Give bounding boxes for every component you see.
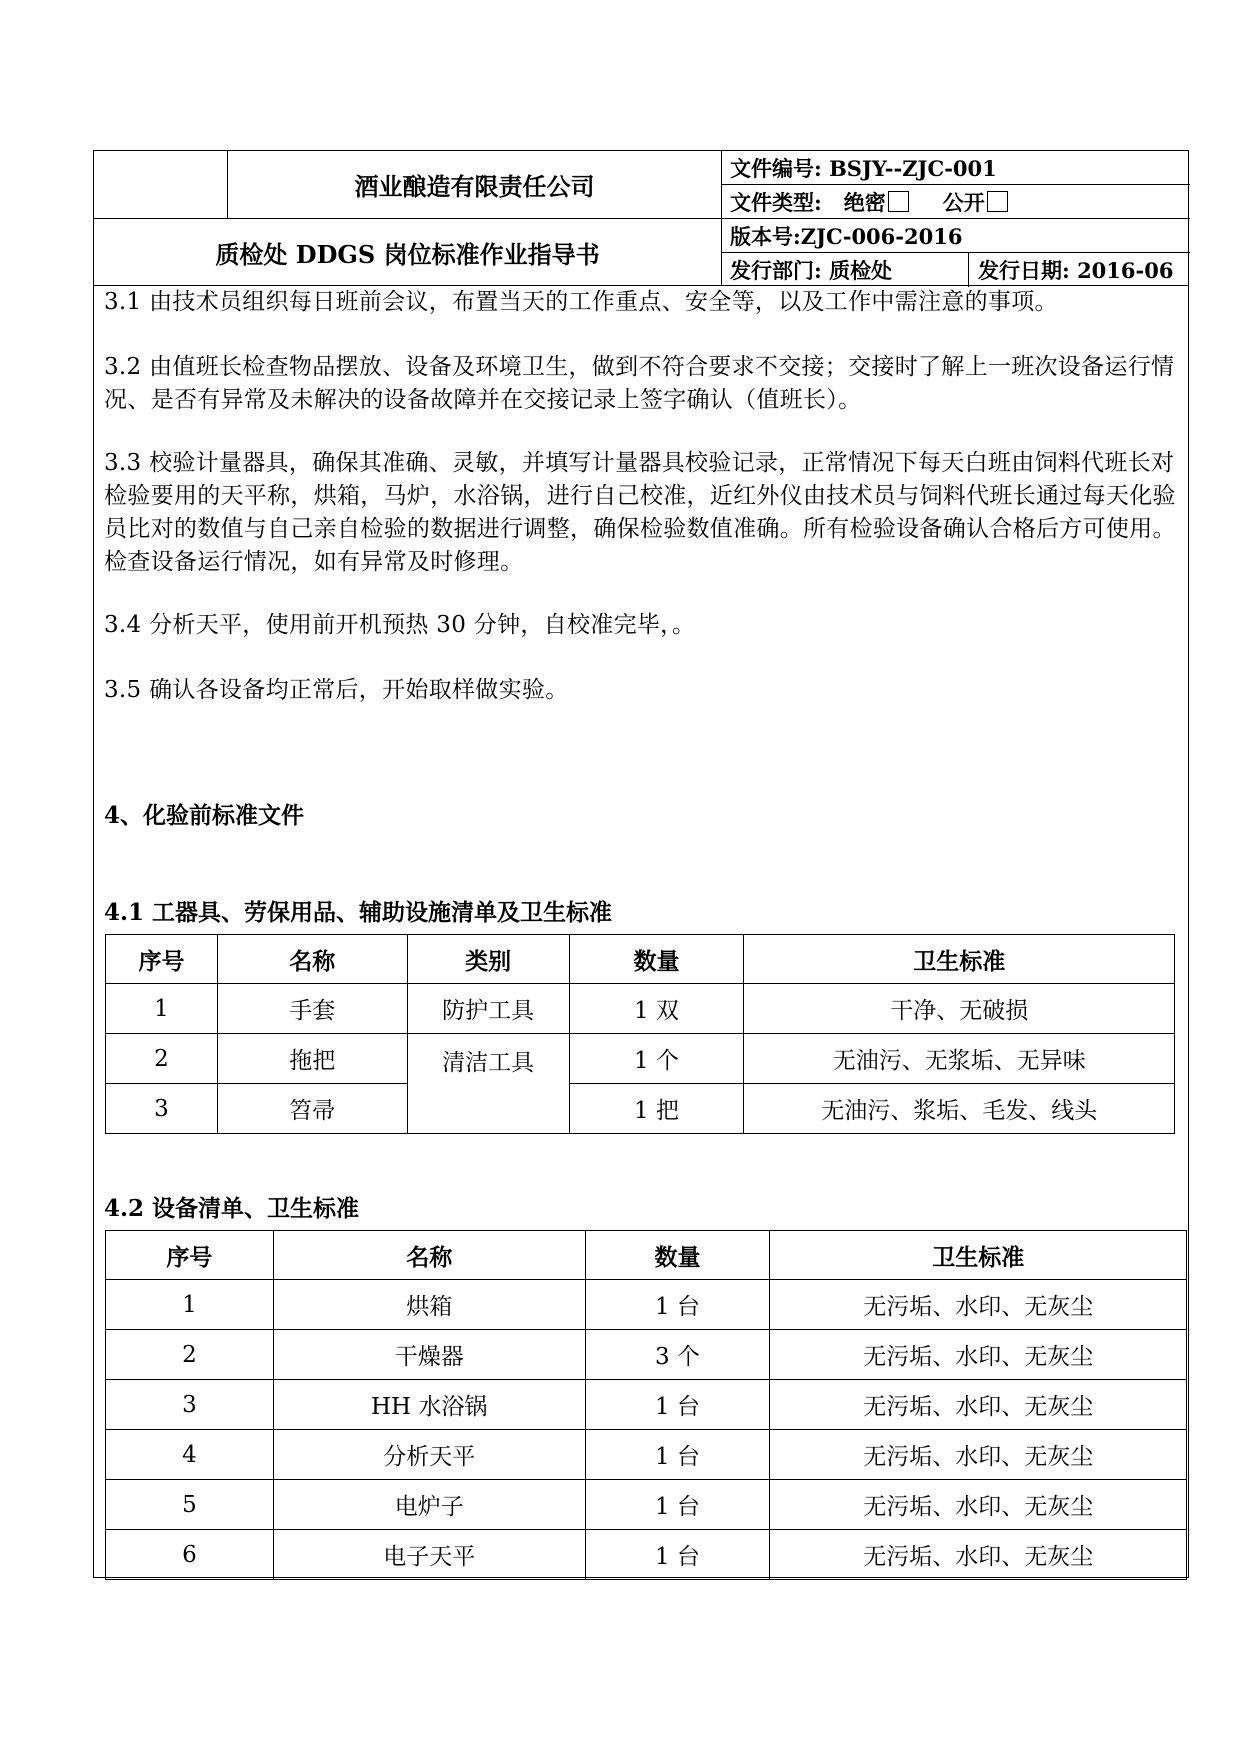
table-cell: 拖把 [217,1034,407,1084]
table-cell: 1 个 [569,1034,744,1084]
table-row [106,1430,1187,1480]
table-row [106,1280,1187,1330]
tools-table [105,934,1175,1134]
table-cell: 干净、无破损 [744,984,1175,1034]
column-header: 数量 [569,935,744,984]
table-cell: 手套 [217,984,407,1034]
secret-label: 绝密 [843,189,886,215]
document-type-label: 文件类型: [730,189,822,215]
table-cell: 无污垢、水印、无灰尘 [770,1380,1187,1430]
table-cell: 1 [106,984,218,1034]
table-cell: 6 [106,1530,274,1580]
table-cell-merged: 清洁工具 [407,1034,569,1134]
section-4-title: 4、化验前标准文件 [104,802,305,829]
column-header: 名称 [273,1231,585,1280]
table-cell: 分析天平 [273,1430,585,1480]
equipment-table [105,1230,1187,1580]
column-header: 类别 [407,935,569,984]
table-cell: 1 双 [569,984,744,1034]
table-cell: 无油污、无浆垢、无异味 [744,1034,1175,1084]
table-cell: 无污垢、水印、无灰尘 [770,1280,1187,1330]
table-cell: 1 [106,1280,274,1330]
paragraph-3-1: 3.1 由技术员组织每日班前会议，布置当天的工作重点、安全等，以及工作中需注意的事项。 [104,289,1058,315]
public-label: 公开 [942,189,985,215]
table-cell: 2 [106,1330,274,1380]
paragraph-3-4: 3.4 分析天平，使用前开机预热 30 分钟，自校准完毕，。 [104,612,696,638]
company-name: 酒业酿造有限责任公司 [354,172,595,201]
table-cell: 烘箱 [273,1280,585,1330]
table-cell: 无污垢、水印、无灰尘 [770,1330,1187,1380]
table-cell: 防护工具 [407,984,569,1034]
table-cell: 电子天平 [273,1530,585,1580]
table-cell: 3 [106,1380,274,1430]
document-number: 文件编号: BSJY--ZJC-001 [730,155,997,181]
table-row [106,1330,1187,1380]
table-cell: 3 [106,1084,218,1134]
table-row [106,984,1175,1034]
table-cell: 无油污、浆垢、毛发、线头 [744,1084,1175,1134]
table-cell: 1 台 [585,1480,770,1530]
column-header: 序号 [106,1231,274,1280]
table-cell: 1 台 [585,1430,770,1480]
issue-date: 发行日期: 2016-06 [978,257,1174,283]
table-row [106,1380,1187,1430]
table-cell: 无污垢、水印、无灰尘 [770,1480,1187,1530]
table-cell: 无污垢、水印、无灰尘 [770,1430,1187,1480]
table-cell: 电炉子 [273,1480,585,1530]
section-4-2-title: 4.2 设备清单、卫生标准 [104,1195,360,1222]
paragraph-3-2: 3.2 由值班长检查物品摆放、设备及环境卫生，做到不符合要求不交接；交接时了解上一班次设备运行情况、是否有异常及未解决的设备故障并在交接记录上签字确认（值班长）。 [104,354,1175,413]
secret-checkbox[interactable] [888,191,909,212]
table-cell: 笤帚 [217,1084,407,1134]
table-cell: 1 台 [585,1380,770,1430]
table-cell: 3 个 [585,1330,770,1380]
table-cell: 2 [106,1034,218,1084]
table-cell: 4 [106,1430,274,1480]
issuing-department: 发行部门: 质检处 [730,257,893,283]
table-row [106,1480,1187,1530]
table-cell: 无污垢、水印、无灰尘 [770,1530,1187,1580]
document-type-row [730,185,1180,218]
public-checkbox[interactable] [987,191,1008,212]
table-header-row [106,935,1175,984]
table-cell: 5 [106,1480,274,1530]
table-cell: 干燥器 [273,1330,585,1380]
table-cell: 1 台 [585,1280,770,1330]
table-cell: 1 把 [569,1084,744,1134]
column-header: 名称 [217,935,407,984]
table-row [106,1084,1175,1134]
table-cell: HH 水浴锅 [273,1380,585,1430]
column-header: 序号 [106,935,218,984]
document-header [93,150,1189,286]
section-4-1-title: 4.1 工器具、劳保用品、辅助设施清单及卫生标准 [104,899,613,926]
table-cell: 1 台 [585,1530,770,1580]
column-header: 卫生标准 [770,1231,1187,1280]
table-header-row [106,1231,1187,1280]
document-title: 质检处 DDGS 岗位标准作业指导书 [215,240,600,269]
column-header: 卫生标准 [744,935,1175,984]
version-number: 版本号:ZJC-006-2016 [730,223,963,249]
paragraph-3-3: 3.3 校验计量器具，确保其准确、灵敏，并填写计量器具校验记录，正常情况下每天白班由饲料代班长对检验要用的天平称，烘箱，马炉，水浴锅，进行自己校准，近红外仪由技术员与饲料代班长通过每天化验员比对的数值与自己亲自检验的数据进行调整，确保检验数值准确。所有检验设备确认合格后方可使用。检查设备运行情况，如有异常及时修理。 [104,450,1176,575]
column-header: 数量 [585,1231,770,1280]
table-row [106,1034,1175,1084]
paragraph-3-5: 3.5 确认各设备均正常后，开始取样做实验。 [104,677,569,703]
table-row [106,1530,1187,1580]
